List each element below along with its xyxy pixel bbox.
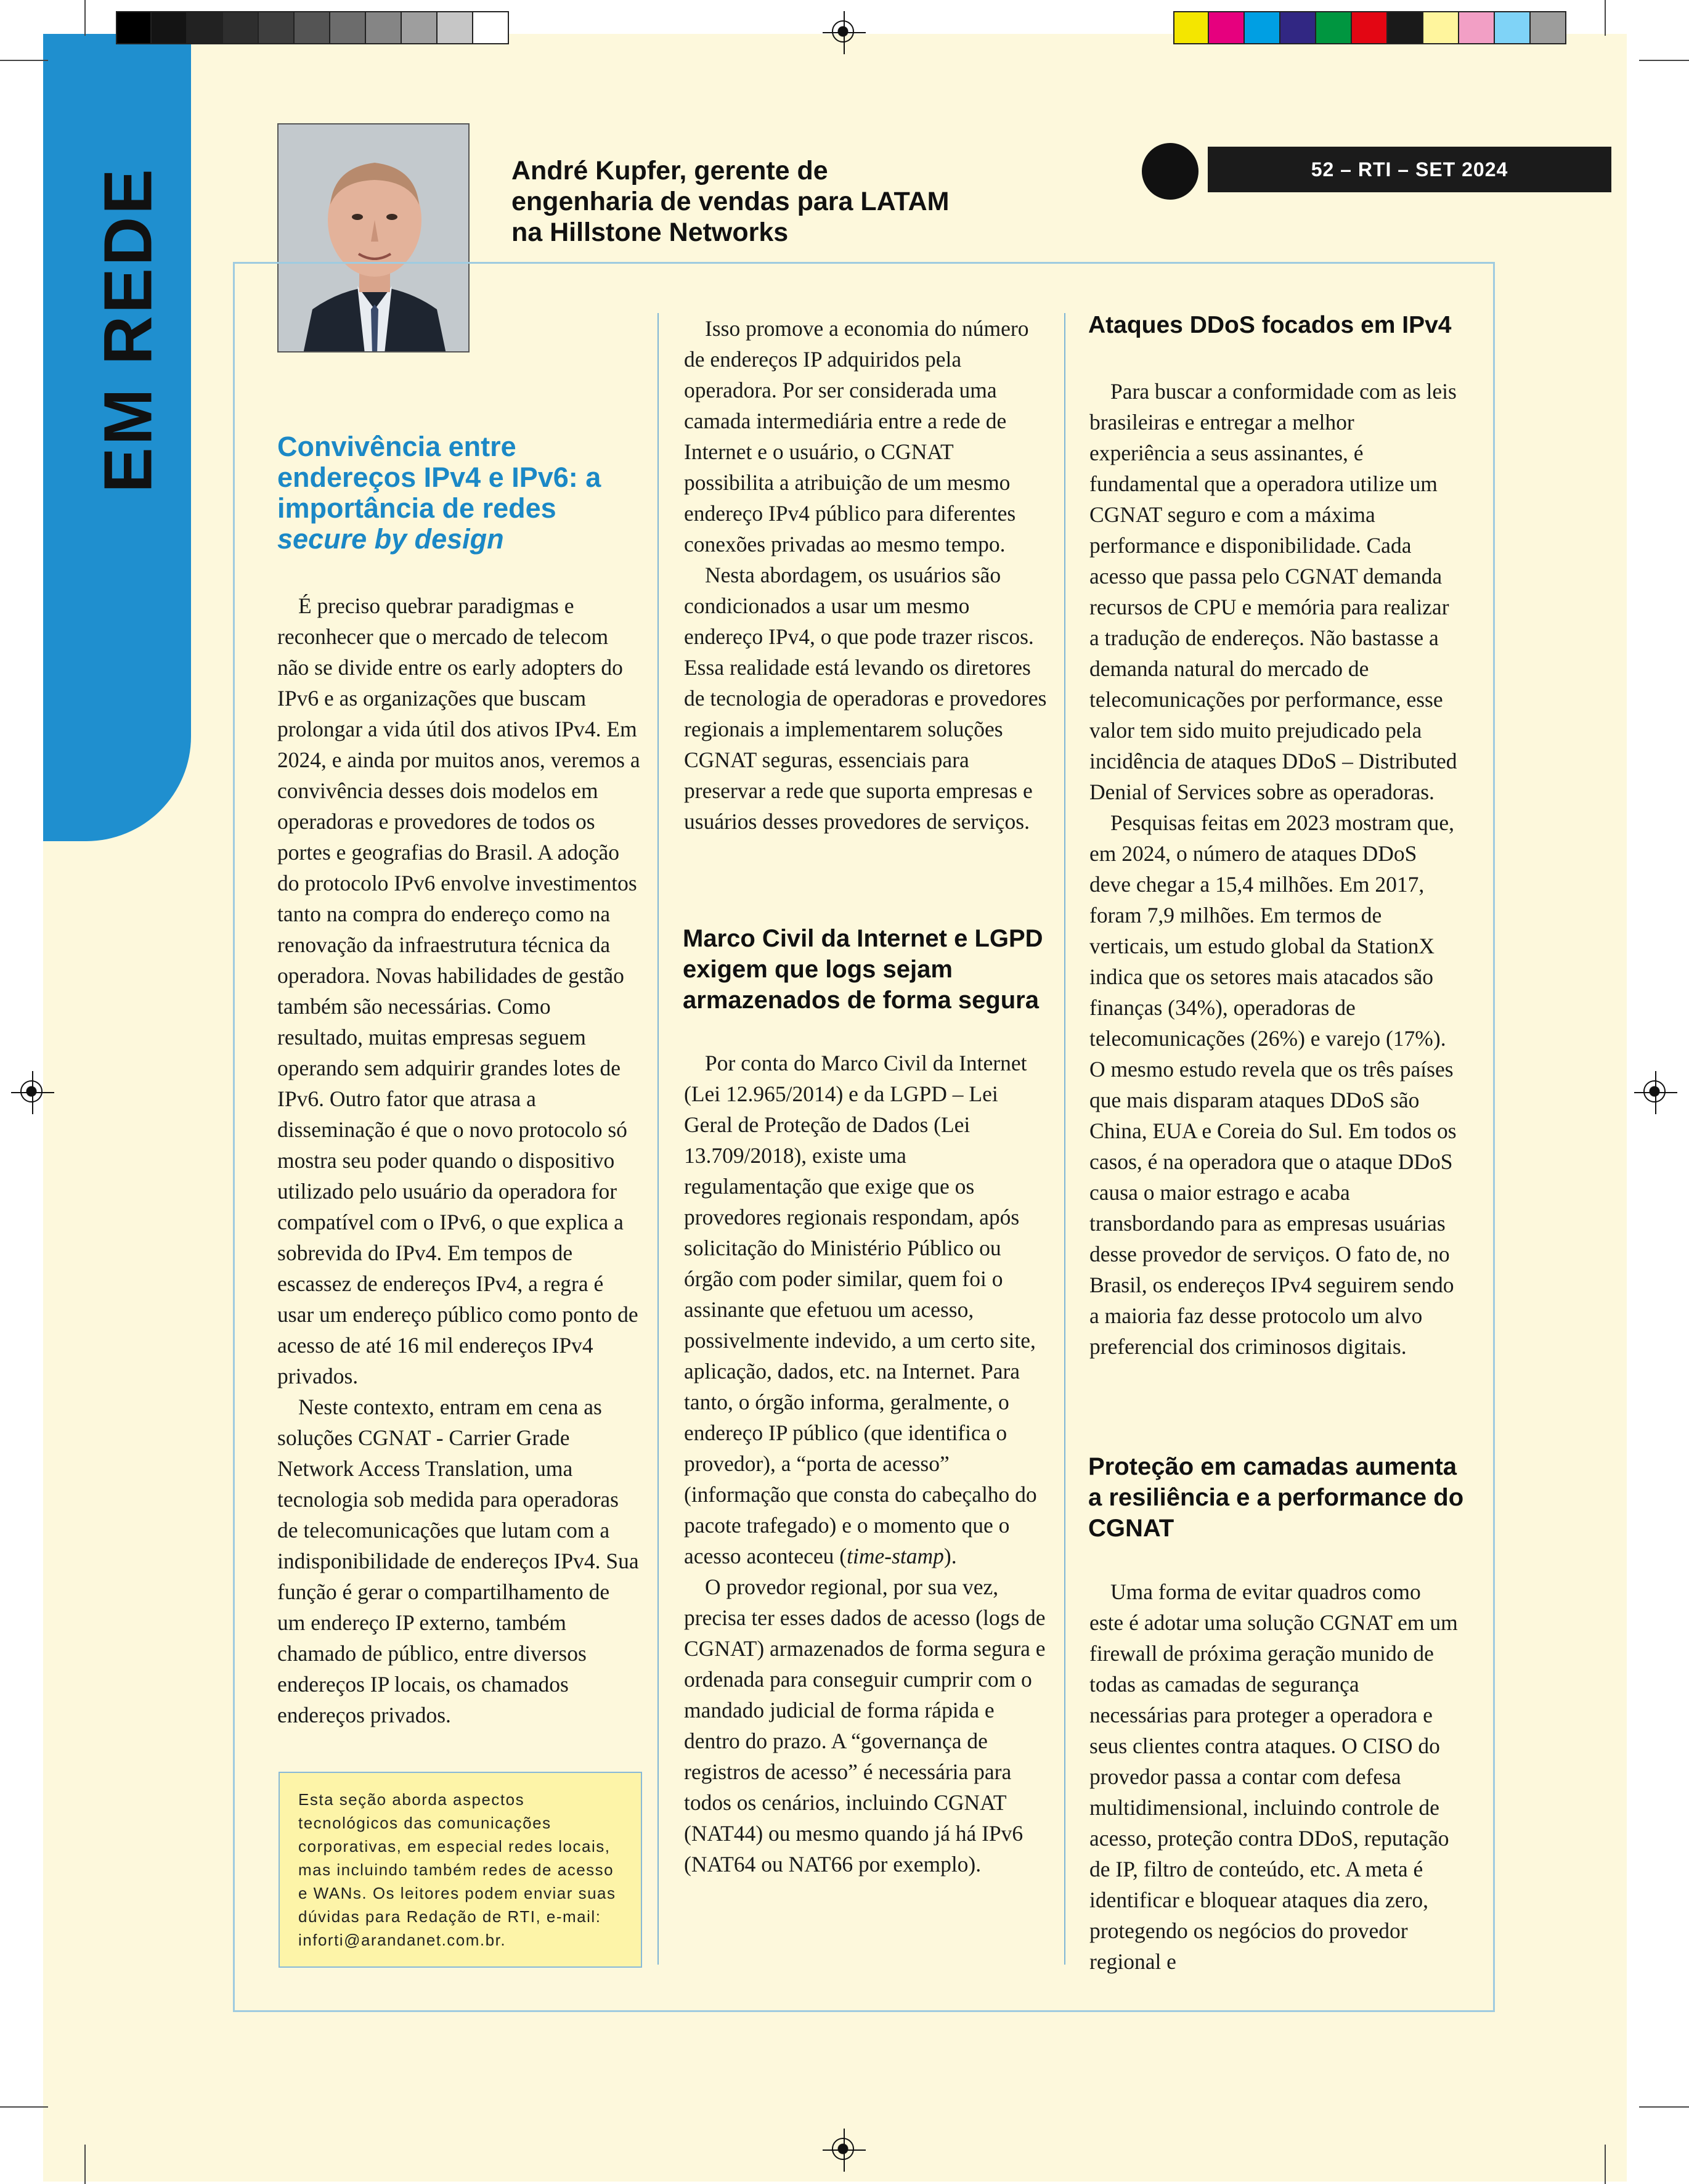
subhead-marco-civil: Marco Civil da Internet e LGPD exigem que logs sejam armazenados de forma segura [683,925,1043,1014]
calibration-swatch [1495,11,1531,44]
calibration-swatch [1245,11,1280,44]
paragraph: Pesquisas feitas em 2023 mostram que, em 2024, o número de ataques DDoS deve chegar a 15,4 milhões. Em 2017, foram 7,9 milhões. Em termos de verticais, um estudo global da StationX indica que os setores mais atacados são finanças (34%), operadoras de telecomunicações (26%) e varejo (17%). O mesmo estudo revela que os três países que mais disparam ataques DDoS são China, EUA e Coreia do Sul. Em todos os casos, é na operadora que o ataque DDoS causa o maior estrago e acaba transbordando para as empresas usuárias desse provedor de serviços. O fato de, no Brasil, os endereços IPv4 seguirem sendo a maioria faz desse protocolo um alvo preferencial dos criminosos digitais. [1089,810,1457,1359]
calibration-swatch [438,11,473,44]
calibration-swatch [473,11,509,44]
calibration-swatch [402,11,438,44]
calibration-swatch [1280,11,1316,44]
calibration-swatch [223,11,259,44]
calibration-swatch [1531,11,1566,44]
paragraph: Nesta abordagem, os usuários são condicionados a usar um mesmo endereço IPv4, o que pode trazer riscos. Essa realidade está levando os diretores de tecnologia de operadoras e provedores regionais a implementarem soluções CGNAT seguras, essenciais para preservar a rede que suporta empresas e usuários desses provedores de serviços. [684,563,1047,834]
crop-mark [1639,2106,1689,2108]
paragraph: Para buscar a conformidade com as leis brasileiras e entregar a melhor experiência a seus assinantes, é fundamental que a operadora utilize um CGNAT seguro e com a máxima performance e disponibilidade. Cada acesso que passa pelo CGNAT demanda recursos de CPU e memória para realizar a tradução de endereços. Não bastasse a demanda natural do mercado de telecomunicações por performance, esse valor tem sido muito prejudicado pela incidência de ataques DDoS – Distributed Denial of Services sobre as operadoras. [1089,379,1457,804]
calibration-swatch [1423,11,1459,44]
color-calibration-bar [1173,11,1566,44]
calibration-swatch [295,11,330,44]
crop-mark [0,60,48,61]
column-divider [1064,313,1065,1965]
crop-mark [1639,60,1689,61]
calibration-swatch [259,11,295,44]
article-column-1 [277,590,641,1730]
calibration-swatch [187,11,223,44]
column-divider [657,313,659,1965]
section-note: Esta seção aborda aspectos tecnológicos das comunicações corporativas, em especial redes locais, mas incluindo também redes de acesso e WANs. Os leitores podem enviar suas dúvidas para Redação de RTI, e-mail: inforti@arandanet.com.br. [279,1772,642,1968]
paragraph: Isso promove a economia do número de endereços IP adquiridos pela operadora. Por ser considerada uma camada intermediária entre a rede de Internet e o usuário, o CGNAT possibilita a atribuição de um mesmo endereço IPv4 público para diferentes conexões privadas ao mesmo tempo. [684,316,1029,556]
calibration-swatch [1388,11,1423,44]
article-column-2 [684,313,1048,837]
paragraph: Neste contexto, entram em cena as soluções CGNAT - Carrier Grade Network Access Translation, uma tecnologia sob medida para operadoras de telecomunicações que lutam com a indisponibilidade de endereços IPv4. Sua função é gerar o compartilhamento de um endereço IP externo, também chamado de público, entre diversos endereços IP locais, os chamados endereços privados. [277,1395,639,1727]
calibration-swatch [116,11,152,44]
calibration-swatch [1352,11,1388,44]
calibration-swatch [1173,11,1209,44]
registration-mark-icon [1634,1071,1677,1114]
crop-mark [84,0,86,36]
subhead-protecao: Proteção em camadas aumenta a resiliência e a performance do CGNAT [1088,1453,1464,1542]
crop-mark [1605,2145,1606,2184]
crop-mark [84,2145,86,2184]
crop-mark [0,2106,48,2108]
paragraph: O provedor regional, por sua vez, precisa ter esses dados de acesso (logs de CGNAT) armazenados de forma segura e ordenada para conseguir cumprir com o mandado judicial de forma rápida e dentro do prazo. A “governança de registros de acesso” é necessária para todos os cenários, incluindo CGNAT (NAT44) ou mesmo quando já há IPv6 (NAT64 ou NAT66 por exemplo). [684,1575,1046,1876]
gray-calibration-bar [116,11,509,44]
calibration-swatch [1459,11,1495,44]
author-credit: André Kupfer, gerente de engenharia de vendas para LATAM na Hillstone Networks [511,156,950,247]
subhead-ddos: Ataques DDoS focados em IPv4 [1088,312,1452,338]
registration-mark-icon [11,1071,54,1114]
page-dot [1142,143,1199,200]
crop-mark [1605,0,1606,36]
registration-mark-icon [823,2129,866,2172]
calibration-swatch [366,11,402,44]
article-column-2-cont [684,1048,1048,1880]
paragraph: É preciso quebrar paradigmas e reconhecer que o mercado de telecom não se divide entre os early adopters do IPv6 e as organizações que buscam prolongar a vida útil dos ativos IPv4. Em 2024, e ainda por muitos anos, veremos a convivência desses dois modelos em operadoras e provedores de todos os portes e geografias do Brasil. A adoção do protocolo IPv6 envolve investimentos tanto na compra do endereço como na renovação da infraestrutura técnica da operadora. Novas habilidades de gestão também são necessárias. Como resultado, muitas empresas seguem operando sem adquirir grandes lotes de IPv6. Outro fator que atrasa a disseminação é que o novo protocolo só mostra seu poder quando o dispositivo utilizado pelo usuário da operadora for compatível com o IPv6, o que explica a sobrevida do IPv4. Em tempos de escassez de endereços IPv4, a regra é usar um endereço público como ponto de acesso de até 16 mil endereços IPv4 privados. [277,593,640,1388]
calibration-swatch [330,11,366,44]
article-headline: Convivência entre endereços IPv4 e IPv6: a importância de redes secure by design [277,431,601,555]
section-label: EM REDE [90,166,166,493]
article-column-3-cont [1089,1576,1459,1977]
registration-mark-icon [823,11,866,54]
issue-bar: 52 – RTI – SET 2024 [1208,147,1611,192]
calibration-swatch [1209,11,1245,44]
article-column-3 [1089,376,1459,1362]
calibration-swatch [1316,11,1352,44]
paragraph: Por conta do Marco Civil da Internet (Lei 12.965/2014) e da LGPD – Lei Geral de Proteção de Dados (Lei 13.709/2018), existe uma regulamentação que exige que os provedores regionais respondam, após solicitação do Ministério Público ou órgão com poder similar, quem foi o assinante que efetuou um acesso, possivelmente indevido, a um certo site, aplicação, dados, etc. na Internet. Para tanto, o órgão informa, geralmente, o endereço IP público (que identifica o provedor), a “porta de acesso” (informação que consta do cabeçalho do pacote trafegado) e o momento que o acesso aconteceu (time-stamp). [684,1051,1037,1568]
paragraph: Uma forma de evitar quadros como este é adotar uma solução CGNAT em um firewall de próxima geração munido de todas as camadas de segurança necessárias para proteger a operadora e seus clientes contra ataques. O CISO do provedor passa a contar com defesa multidimensional, incluindo controle de acesso, proteção contra DDoS, reputação de IP, filtro de conteúdo, etc. A meta é identificar e bloquear ataques dia zero, protegendo os negócios do provedor regional e [1089,1579,1458,1974]
calibration-swatch [152,11,187,44]
